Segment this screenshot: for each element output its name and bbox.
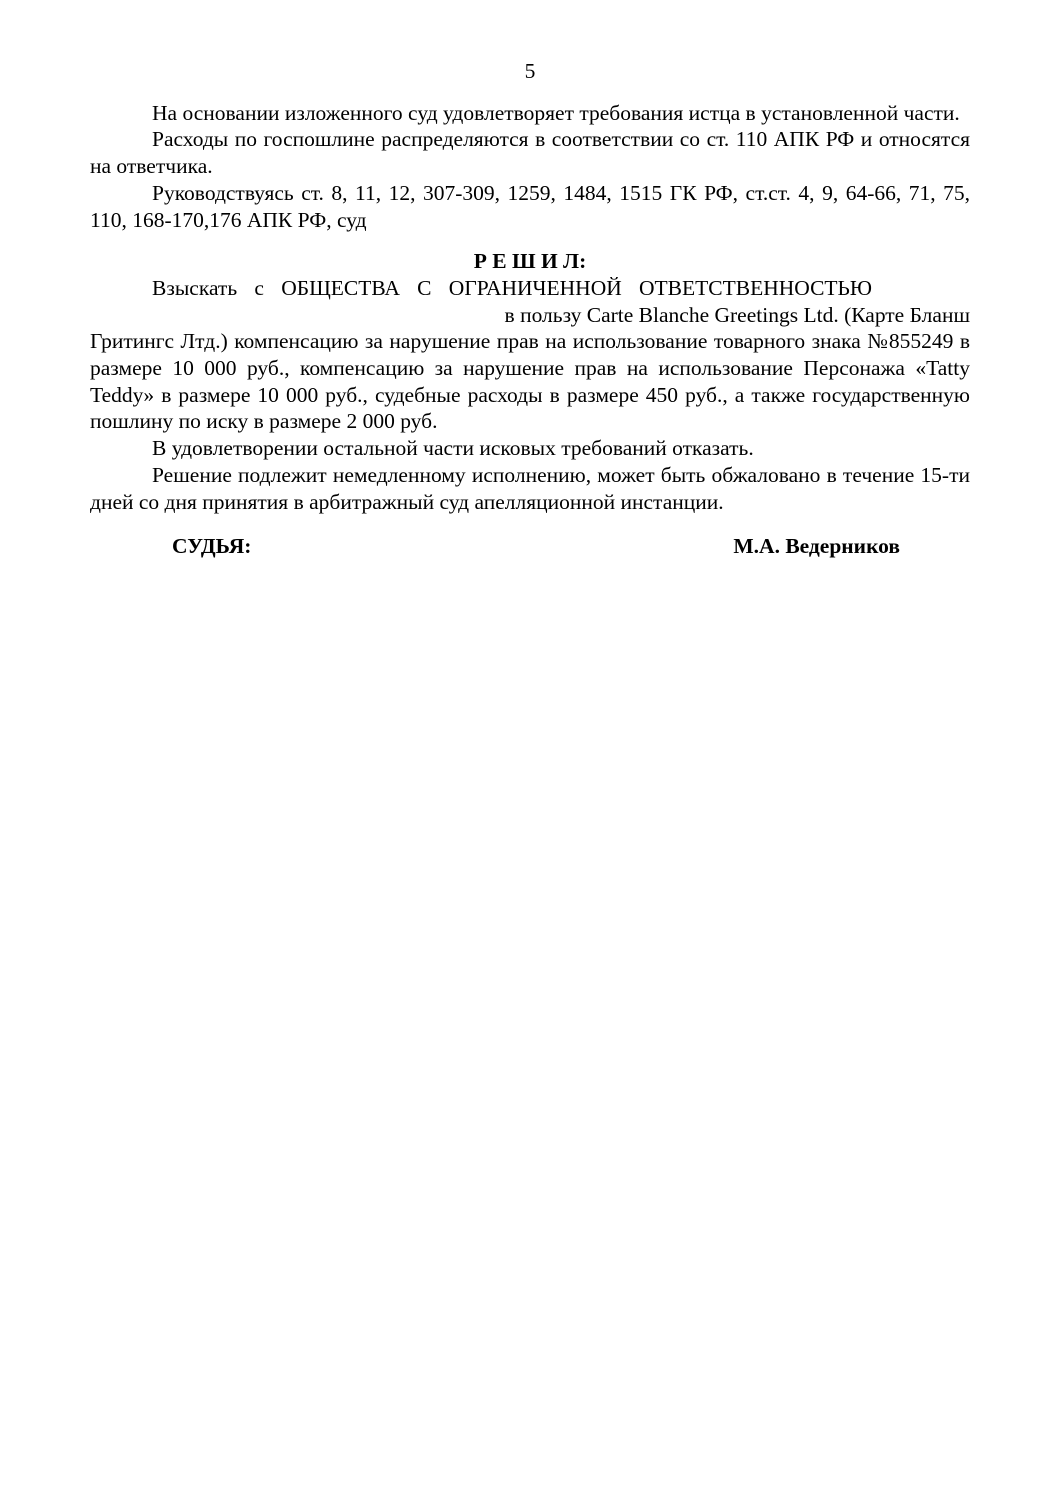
signature-row	[90, 533, 970, 560]
paragraph-costs: Расходы по госпошлине распределяются в соответствии со ст. 110 АПК РФ и относятся на ответчика.	[90, 127, 970, 179]
resolution-heading: Р Е Ш И Л:	[473, 249, 587, 274]
paragraph-basis: На основании изложенного суд удовлетворяет требования истца в установленной части.	[152, 100, 960, 125]
resolution-beneficiary-line: в пользу Carte Blanche Greetings Ltd. (Карте Бланш	[504, 302, 970, 327]
paragraph-appeal: Решение подлежит немедленному исполнению, может быть обжаловано в течение 15-ти дней со дня принятия в арбитражный суд апелляционной инстанции.	[90, 462, 970, 514]
resolution-recover-line: Взыскать с ОБЩЕСТВА С ОГРАНИЧЕННОЙ ОТВЕТСТВЕННОСТЬЮ	[152, 275, 872, 300]
judge-label: СУДЬЯ:	[172, 534, 252, 559]
paragraph-guided-by: Руководствуясь ст. 8, 11, 12, 307-309, 1259, 1484, 1515 ГК РФ, ст.ст. 4, 9, 64-66, 71, 75, 110, 168-170,176 АПК РФ, суд	[90, 180, 970, 232]
resolution-body: Гритингс Лтд.) компенсацию за нарушение прав на использование товарного знака №855249 в размере 10 000 руб., компенсацию за нарушение прав на использование Персонажа «Tatty Teddy» в размере 10 000 руб., судебные расходы в размере 450 руб., а также государственную пошлину по иску в размере 2 000 руб.	[90, 329, 970, 434]
judge-name: М.А. Ведерников	[733, 534, 900, 559]
page-number: 5	[524, 59, 536, 83]
paragraph-reject: В удовлетворении остальной части исковых требований отказать.	[152, 436, 754, 461]
